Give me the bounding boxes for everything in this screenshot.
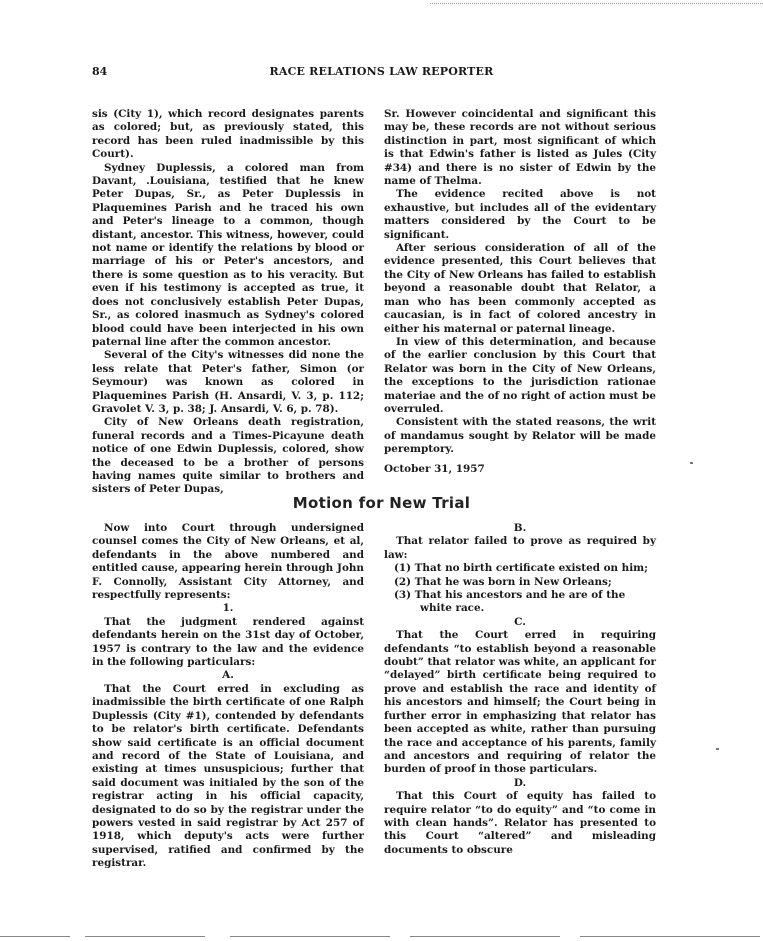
paragraph: That this Court of equity has failed to require relator “to do equity” and “to come in with clean hands”. Relator has presented to this Court “altered” and misleading documents to obscure: [384, 790, 656, 856]
top-edge-dots: [430, 3, 763, 4]
list-item: (1) That no birth certificate existed on him;: [394, 562, 649, 575]
bottom-rule: [230, 936, 390, 937]
paragraph: Sr. However coincidental and significant this may be, these records are not without serious distinction in part, most significant of which is that Edwin's father is listed as Jules (City #34) and there is no sister of Edwin by the name of Thelma.: [384, 108, 656, 188]
upper-left-column: [92, 108, 364, 497]
section-letter: C.: [514, 615, 526, 628]
running-title: RACE RELATIONS LAW REPORTER: [269, 65, 494, 78]
bottom-rule: [580, 936, 760, 937]
section-heading: Motion for New Trial: [292, 494, 471, 512]
paragraph: That the judgment rendered against defendants herein on the 31st day of October, 1957 is contrary to the law and the evidence in the following particulars:: [92, 615, 364, 669]
list-item: (3) That his ancestors and he are of the white race.: [394, 589, 626, 615]
paragraph: The evidence recited above is not exhaustive, but includes all of the evidentary matters considered by the Court to be significant.: [384, 188, 656, 241]
upper-right-column: [384, 108, 656, 476]
page-number: 84: [92, 65, 108, 78]
paragraph: In view of this determination, and because of the earlier conclusion by this Court that Relator was born in the City of New Orleans, the exceptions to the jurisdiction rationae materiae and the of no right of action must be overruled.: [384, 335, 656, 415]
bottom-rule: [410, 936, 560, 937]
paragraph: sis (City 1), which record designates parents as colored; but, as previously stated, this record has been ruled inadmissible by this Court).: [92, 108, 364, 161]
scan-speck: [690, 462, 693, 464]
paragraph: That the Court erred in excluding as inadmissible the birth certificate of one Ralph Duplessis (City #1), contended by defendants to be relator's birth certificate. Defendants show said certificate is an official document and record of the State of Louisiana, and existing at times unsuspicious; further that said document was initialed by the son of the registrar acting in his official capacity, designated to do so by the registrar under the powers vested in said registrar by Act 257 of 1918, which deputy's acts were further supervised, ratified and confirmed by the registrar.: [92, 682, 364, 870]
list-item: (2) That he was born in New Orleans;: [394, 575, 612, 588]
decision-date: October 31, 1957: [384, 462, 485, 475]
paragraph: That relator failed to prove as required by law:: [384, 535, 656, 561]
section-letter: D.: [513, 776, 527, 789]
section-number: 1.: [222, 602, 234, 615]
bottom-rule: [85, 936, 205, 937]
paragraph: Sydney Duplessis, a colored man from Davant, .Louisiana, testified that he knew Peter Dupas, Sr., as Peter Duplessis in Plaquemines Parish and he traced his own and Peter's lineage to a common, though distant, ancestor. This witness, however, could not name or identify the relations by blood or marriage of his or Peter's ancestors, and there is some question as to his veracity. But even if his testimony is accepted as true, it does not conclusively establish Peter Dupas, Sr., as colored inasmuch as Sydney's colored blood could have been interjected in his own paternal line after the common ancestor.: [92, 161, 364, 348]
section-letter: A.: [222, 669, 234, 682]
lower-right-column: [384, 522, 656, 857]
paragraph: Consistent with the stated reasons, the writ of mandamus sought by Relator will be made peremptory.: [384, 416, 656, 456]
paragraph: Now into Court through undersigned counsel comes the City of New Orleans, et al, defendants in the above numbered and entitled cause, appearing herein through John F. Connolly, Assistant City Attorney, and respectfully represents:: [92, 522, 364, 602]
paragraph: That the Court erred in requiring defendants “to establish beyond a reasonable doubt” that relator was white, an applicant for “delayed” birth certificate being required to prove and establish the race and identity of his ancestors and himself; the Court being in further error in emphasizing that relator has been accepted as white, rather than pursuing the race and acceptance of his parents, family and ancestors and requiring of relator the burden of proof in those particulars.: [384, 629, 656, 776]
lower-left-column: [92, 522, 364, 871]
paragraph: After serious consideration of all of the evidence presented, this Court believes that the City of New Orleans has failed to establish beyond a reasonable doubt that Relator, a man who has been commonly accepted as caucasian, is in fact of colored ancestry in either his maternal or paternal lineage.: [384, 242, 656, 335]
paragraph: Several of the City's witnesses did none the less relate that Peter's father, Simon (or Seymour) was known as colored in Plaquemines Parish (H. Ansardi, V. 3, p. 112; Gravolet V. 3, p. 38; J. Ansardi, V. 6, p. 78).: [92, 349, 364, 415]
scan-speck: [716, 748, 719, 750]
requirement-list: [384, 562, 656, 616]
paragraph: City of New Orleans death registration, funeral records and a Times-Picayune death notice of one Edwin Duplessis, colored, show the deceased to be a brother of persons having names quite similar to brothers and sisters of Peter Dupas,: [92, 416, 364, 496]
bottom-rule: [0, 936, 70, 937]
section-letter: B.: [513, 522, 527, 534]
